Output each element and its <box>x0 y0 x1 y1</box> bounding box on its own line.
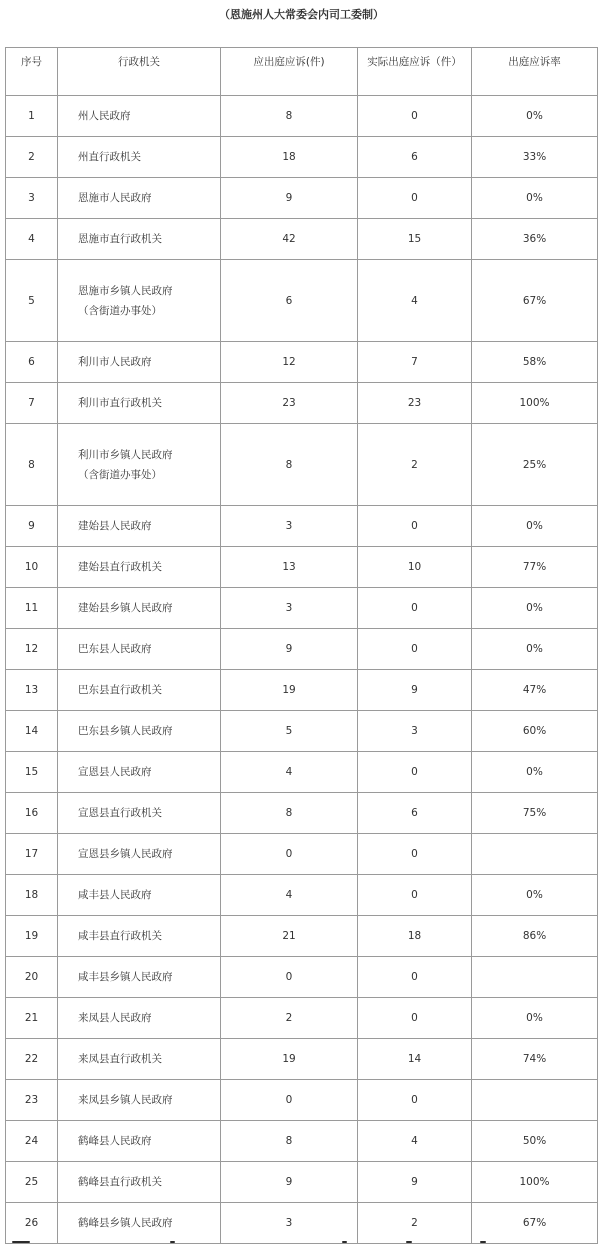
table-row <box>6 711 598 752</box>
table-row <box>6 875 598 916</box>
table-row <box>6 1121 598 1162</box>
actual-count: 3 <box>358 711 472 752</box>
org-name-cell <box>58 342 221 383</box>
org-name-cell <box>58 916 221 957</box>
table-row <box>6 1039 598 1080</box>
appearance-rate <box>472 957 598 998</box>
actual-count: 0 <box>358 629 472 670</box>
actual-count: 14 <box>358 1039 472 1080</box>
appearance-rate: 0% <box>472 752 598 793</box>
actual-count: 7 <box>358 342 472 383</box>
org-name-cell <box>58 178 221 219</box>
appearance-rate: 100% <box>472 1162 598 1203</box>
org-name-cell <box>58 1080 221 1121</box>
table-row <box>6 547 598 588</box>
header-required: 应出庭应诉(件) <box>221 48 358 96</box>
actual-count: 18 <box>358 916 472 957</box>
row-number: 20 <box>6 957 58 998</box>
row-number: 6 <box>6 342 58 383</box>
row-number: 26 <box>6 1203 58 1244</box>
appearance-rate: 0% <box>472 998 598 1039</box>
actual-count: 0 <box>358 834 472 875</box>
org-name: 建始县乡镇人民政府 <box>78 602 173 614</box>
org-name: 利川市人民政府 <box>78 356 152 368</box>
required-count: 0 <box>221 1080 358 1121</box>
org-name: 来凤县直行政机关 <box>78 1053 162 1065</box>
org-name-cell <box>58 260 221 342</box>
org-name: 宣恩县人民政府 <box>78 766 152 778</box>
row-number: 4 <box>6 219 58 260</box>
row-number: 23 <box>6 1080 58 1121</box>
actual-count: 0 <box>358 957 472 998</box>
org-name-cell <box>58 711 221 752</box>
appearance-rate <box>472 1080 598 1121</box>
table-row <box>6 998 598 1039</box>
table-row <box>6 219 598 260</box>
actual-count: 15 <box>358 219 472 260</box>
appearance-rate: 36% <box>472 219 598 260</box>
appearance-rate: 60% <box>472 711 598 752</box>
row-number: 24 <box>6 1121 58 1162</box>
required-count: 8 <box>221 793 358 834</box>
row-number: 2 <box>6 137 58 178</box>
required-count: 0 <box>221 957 358 998</box>
appearance-rate: 47% <box>472 670 598 711</box>
actual-count: 0 <box>358 875 472 916</box>
org-name: 州直行政机关 <box>78 151 141 163</box>
appearance-rate: 74% <box>472 1039 598 1080</box>
header-no: 序号 <box>6 48 58 96</box>
row-number: 16 <box>6 793 58 834</box>
org-name: 咸丰县直行政机关 <box>78 930 162 942</box>
required-count: 8 <box>221 1121 358 1162</box>
org-name: 恩施市乡镇人民政府 <box>78 284 173 297</box>
required-count: 0 <box>221 834 358 875</box>
org-name: 咸丰县人民政府 <box>78 889 152 901</box>
required-count: 21 <box>221 916 358 957</box>
required-count: 9 <box>221 1162 358 1203</box>
org-name: 巴东县直行政机关 <box>78 684 162 696</box>
table-row <box>6 506 598 547</box>
required-count: 2 <box>221 998 358 1039</box>
header-actual: 实际出庭应诉（件） <box>358 48 472 96</box>
table-row <box>6 178 598 219</box>
table-row <box>6 834 598 875</box>
actual-count: 0 <box>358 96 472 137</box>
table-row <box>6 260 598 342</box>
actual-count: 0 <box>358 752 472 793</box>
org-name: 州人民政府 <box>78 110 131 122</box>
org-name-note: （含街道办事处） <box>78 468 162 481</box>
actual-count: 4 <box>358 260 472 342</box>
cropped-text-remnant <box>0 1236 600 1247</box>
required-count: 9 <box>221 178 358 219</box>
required-count: 6 <box>221 260 358 342</box>
required-count: 8 <box>221 424 358 506</box>
appearance-rate: 25% <box>472 424 598 506</box>
required-count: 9 <box>221 629 358 670</box>
table-row <box>6 1162 598 1203</box>
table-row <box>6 137 598 178</box>
org-name: 鹤峰县人民政府 <box>78 1135 152 1147</box>
org-name-cell <box>58 629 221 670</box>
org-name: 利川市乡镇人民政府 <box>78 448 173 461</box>
row-number: 18 <box>6 875 58 916</box>
row-number: 22 <box>6 1039 58 1080</box>
table-row <box>6 752 598 793</box>
appearance-rate: 77% <box>472 547 598 588</box>
required-count: 4 <box>221 752 358 793</box>
org-name: 建始县人民政府 <box>78 520 152 532</box>
row-number: 7 <box>6 383 58 424</box>
required-count: 23 <box>221 383 358 424</box>
required-count: 8 <box>221 96 358 137</box>
appearance-rate: 33% <box>472 137 598 178</box>
row-number: 12 <box>6 629 58 670</box>
table-row <box>6 1080 598 1121</box>
org-name-cell <box>58 957 221 998</box>
table-row <box>6 588 598 629</box>
org-name: 恩施市直行政机关 <box>78 233 162 245</box>
actual-count: 0 <box>358 588 472 629</box>
table-row <box>6 670 598 711</box>
actual-count: 2 <box>358 1203 472 1244</box>
org-name: 建始县直行政机关 <box>78 561 162 573</box>
table-row <box>6 957 598 998</box>
org-name: 鹤峰县乡镇人民政府 <box>78 1217 173 1229</box>
row-number: 5 <box>6 260 58 342</box>
appearance-rate: 67% <box>472 1203 598 1244</box>
table-row <box>6 793 598 834</box>
required-count: 12 <box>221 342 358 383</box>
table-header-row <box>6 48 598 96</box>
actual-count: 4 <box>358 1121 472 1162</box>
row-number: 14 <box>6 711 58 752</box>
appearance-rate: 0% <box>472 875 598 916</box>
org-name-cell <box>58 506 221 547</box>
org-name: 巴东县人民政府 <box>78 643 152 655</box>
required-count: 18 <box>221 137 358 178</box>
org-name-cell <box>58 424 221 506</box>
org-name: 巴东县乡镇人民政府 <box>78 725 173 737</box>
row-number: 15 <box>6 752 58 793</box>
org-name-cell <box>58 219 221 260</box>
actual-count: 9 <box>358 670 472 711</box>
row-number: 10 <box>6 547 58 588</box>
appearance-rate: 100% <box>472 383 598 424</box>
actual-count: 2 <box>358 424 472 506</box>
row-number: 3 <box>6 178 58 219</box>
org-name-note: （含街道办事处） <box>78 304 162 317</box>
appearance-rate: 0% <box>472 178 598 219</box>
actual-count: 9 <box>358 1162 472 1203</box>
org-name: 鹤峰县直行政机关 <box>78 1176 162 1188</box>
row-number: 21 <box>6 998 58 1039</box>
table-row <box>6 342 598 383</box>
org-name-cell <box>58 834 221 875</box>
actual-count: 0 <box>358 178 472 219</box>
org-name-cell <box>58 547 221 588</box>
table-caption: （恩施州人大常委会内司工委制） <box>6 0 598 48</box>
required-count: 3 <box>221 1203 358 1244</box>
required-count: 42 <box>221 219 358 260</box>
required-count: 19 <box>221 1039 358 1080</box>
org-name: 咸丰县乡镇人民政府 <box>78 971 173 983</box>
org-name-cell <box>58 793 221 834</box>
required-count: 13 <box>221 547 358 588</box>
table-row <box>6 629 598 670</box>
table-row <box>6 916 598 957</box>
appearance-rate: 58% <box>472 342 598 383</box>
org-name: 来凤县乡镇人民政府 <box>78 1094 173 1106</box>
required-count: 3 <box>221 506 358 547</box>
org-name-cell <box>58 588 221 629</box>
appearance-rate: 67% <box>472 260 598 342</box>
org-name-cell <box>58 1121 221 1162</box>
row-number: 11 <box>6 588 58 629</box>
appearance-rate: 0% <box>472 629 598 670</box>
actual-count: 0 <box>358 506 472 547</box>
table-row <box>6 96 598 137</box>
header-rate: 出庭应诉率 <box>472 48 598 96</box>
required-count: 19 <box>221 670 358 711</box>
row-number: 8 <box>6 424 58 506</box>
actual-count: 0 <box>358 998 472 1039</box>
table-row <box>6 424 598 506</box>
table-row <box>6 383 598 424</box>
actual-count: 10 <box>358 547 472 588</box>
org-name: 宣恩县直行政机关 <box>78 807 162 819</box>
row-number: 1 <box>6 96 58 137</box>
required-count: 3 <box>221 588 358 629</box>
row-number: 9 <box>6 506 58 547</box>
court-appearance-table <box>5 0 598 1244</box>
header-org: 行政机关 <box>58 48 221 96</box>
actual-count: 6 <box>358 793 472 834</box>
org-name-cell <box>58 383 221 424</box>
org-name-cell <box>58 875 221 916</box>
org-name: 宣恩县乡镇人民政府 <box>78 848 173 860</box>
org-name: 来凤县人民政府 <box>78 1012 152 1024</box>
row-number: 17 <box>6 834 58 875</box>
org-name: 利川市直行政机关 <box>78 397 162 409</box>
org-name-cell <box>58 998 221 1039</box>
org-name-cell <box>58 1039 221 1080</box>
actual-count: 0 <box>358 1080 472 1121</box>
appearance-rate: 50% <box>472 1121 598 1162</box>
table-caption-row <box>6 0 598 48</box>
table-body <box>6 0 598 1244</box>
row-number: 25 <box>6 1162 58 1203</box>
appearance-rate: 75% <box>472 793 598 834</box>
appearance-rate: 86% <box>472 916 598 957</box>
org-name-cell <box>58 670 221 711</box>
org-name-cell <box>58 137 221 178</box>
org-name-cell <box>58 1162 221 1203</box>
org-name-cell <box>58 752 221 793</box>
required-count: 5 <box>221 711 358 752</box>
row-number: 13 <box>6 670 58 711</box>
org-name: 恩施市人民政府 <box>78 192 152 204</box>
appearance-rate: 0% <box>472 96 598 137</box>
row-number: 19 <box>6 916 58 957</box>
org-name-cell <box>58 96 221 137</box>
appearance-rate <box>472 834 598 875</box>
appearance-rate: 0% <box>472 506 598 547</box>
required-count: 4 <box>221 875 358 916</box>
appearance-rate: 0% <box>472 588 598 629</box>
actual-count: 23 <box>358 383 472 424</box>
actual-count: 6 <box>358 137 472 178</box>
